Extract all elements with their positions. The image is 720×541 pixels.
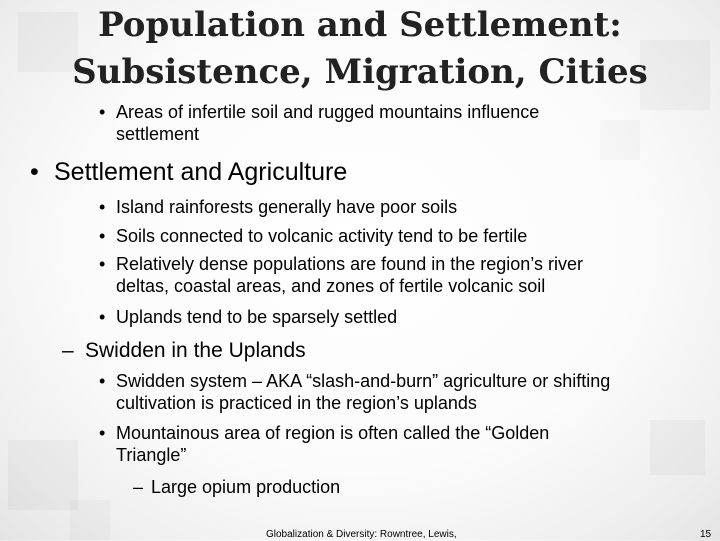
bullet-text: Island rainforests generally have poor soils <box>116 197 458 217</box>
bullet-marker: • <box>99 102 106 122</box>
bullet-text: Triangle” <box>116 445 187 465</box>
bullet-item <box>116 253 583 297</box>
bullet-text: Swidden system – AKA “slash-and-burn” agriculture or shifting <box>116 371 611 391</box>
bullet-text: Relatively dense populations are found in the region’s river <box>116 254 583 274</box>
bullet-text: Areas of infertile soil and rugged mountains influence <box>116 102 540 122</box>
bullet-marker: • <box>99 254 106 274</box>
section-heading <box>54 157 347 187</box>
bullet-text: Uplands tend to be sparsely settled <box>116 307 398 327</box>
bullet-text: Large opium production <box>151 477 341 497</box>
title-line-2: Subsistence, Migration, Cities <box>72 52 648 92</box>
bullet-text: deltas, coastal areas, and zones of fertile volcanic soil <box>116 276 546 296</box>
bullet-item <box>116 225 527 247</box>
bullet-item <box>116 101 539 145</box>
bullet-text: settlement <box>116 124 200 144</box>
bullet-item <box>151 476 340 498</box>
dash-marker: – <box>133 477 144 497</box>
bullet-marker: • <box>99 371 106 391</box>
bullet-marker: • <box>99 423 106 443</box>
bullet-marker: • <box>99 226 106 246</box>
bullet-item <box>116 196 457 218</box>
dash-marker: – <box>62 339 74 362</box>
bullet-text: Swidden in the Uplands <box>85 339 306 362</box>
bullet-text: Soils connected to volcanic activity tend to be fertile <box>116 226 528 246</box>
bullet-marker: • <box>99 307 106 327</box>
bullet-text: Mountainous area of region is often called the “Golden <box>116 423 550 443</box>
page-number: 15 <box>700 529 712 540</box>
bullet-text: cultivation is practiced in the region’s uplands <box>116 393 477 413</box>
bullet-item <box>116 370 610 414</box>
bullet-marker: • <box>30 158 39 186</box>
bullet-text: Settlement and Agriculture <box>54 158 348 186</box>
bullet-marker: • <box>99 197 106 217</box>
footer-text: Globalization & Diversity: Rowntree, Lewis, <box>266 529 457 540</box>
subheading <box>85 338 306 364</box>
slide-title <box>0 2 720 96</box>
title-line-1: Population and Settlement: <box>98 5 622 45</box>
bullet-item <box>116 422 549 466</box>
bullet-item <box>116 306 397 328</box>
